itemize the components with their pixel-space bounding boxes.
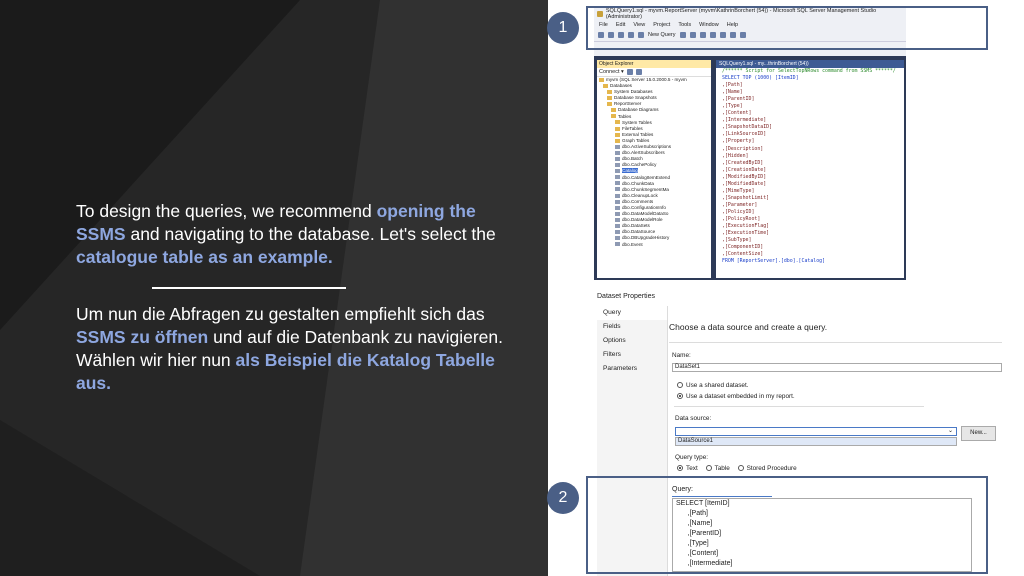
text-part: und auf die Datenbank zu navigieren. Wählen wir hier nun xyxy=(76,327,504,370)
divider-line xyxy=(669,342,1002,343)
folder-icon xyxy=(615,139,620,143)
menu-item[interactable]: Help xyxy=(726,21,739,28)
nav-item-options[interactable]: Options xyxy=(603,337,626,344)
tree-item-label: Graph Tables xyxy=(622,137,650,143)
radio-text-button[interactable] xyxy=(677,465,683,471)
folder-icon xyxy=(611,108,616,112)
dataset-heading: Choose a data source and create a query. xyxy=(669,322,828,332)
table-icon xyxy=(615,169,620,173)
table-icon xyxy=(615,218,620,222)
highlight-text: opening the SSMS xyxy=(76,201,476,244)
folder-icon xyxy=(615,127,620,131)
folder-icon xyxy=(615,120,620,124)
tree-item-label: dbo.Event xyxy=(622,241,643,247)
radio-shared[interactable] xyxy=(677,382,749,389)
chevron-down-icon[interactable]: ⌄ xyxy=(947,428,953,434)
table-icon xyxy=(615,187,620,191)
query-editor xyxy=(716,60,904,278)
step-badge-1: 1 xyxy=(547,12,579,44)
code-line: FROM [ReportServer].[dbo].[Catalog] xyxy=(722,258,826,265)
object-explorer xyxy=(597,60,711,278)
radio-shared-label: Use a shared dataset. xyxy=(686,382,749,389)
menu-item[interactable]: Tools xyxy=(678,21,692,28)
tree-item-label: dbo.Batch xyxy=(622,156,643,162)
code-line: ,[Parameter] xyxy=(722,201,758,208)
code-line: ,[ModifiedByID] xyxy=(722,173,767,180)
datasource-label: Data source: xyxy=(675,415,712,422)
sql-code[interactable] xyxy=(716,68,904,265)
table-icon xyxy=(615,200,620,204)
folder-icon xyxy=(603,84,608,88)
radio-shared-button[interactable] xyxy=(677,382,683,388)
connect-button[interactable]: Connect ▾ xyxy=(599,69,624,75)
code-line: ,[Name] xyxy=(722,89,743,96)
nav-item-query[interactable]: Query xyxy=(597,306,667,320)
code-line: ,[SnapshotDataID] xyxy=(722,124,773,131)
table-icon xyxy=(615,224,620,228)
code-line: ,[CreationDate] xyxy=(722,166,767,173)
code-line: ,[ExecutionTime] xyxy=(722,230,770,237)
code-line: ,[Description] xyxy=(722,145,764,152)
folder-icon xyxy=(607,90,612,94)
refresh-icon[interactable] xyxy=(636,69,642,75)
query-line: ,[ParentID] xyxy=(676,530,722,537)
code-line: ,[ExecutionFlag] xyxy=(722,223,770,230)
highlight-text: als Beispiel die Katalog Tabelle aus. xyxy=(76,350,495,393)
menu-item[interactable]: View xyxy=(633,21,646,28)
tree-item-label: dbo.AlertSubscribers xyxy=(622,150,665,156)
ssms-workspace xyxy=(594,56,906,280)
english-text xyxy=(76,200,506,269)
tree-item-label: Tables xyxy=(618,113,632,119)
tree-item-label: System Tables xyxy=(622,119,652,125)
radio-storedproc-button[interactable] xyxy=(738,465,744,471)
tree-item-label: External Tables xyxy=(622,131,654,137)
table-icon xyxy=(615,157,620,161)
tree-item-label: Database Snapshots xyxy=(614,95,657,101)
divider-line xyxy=(674,406,924,407)
text-part: To design the queries, we recommend xyxy=(76,201,377,221)
object-explorer-title: Object Explorer xyxy=(597,60,711,68)
radio-text-label: Text xyxy=(686,465,698,472)
highlight-text: SSMS zu öffnen xyxy=(76,327,209,347)
nav-item-filters[interactable]: Filters xyxy=(603,351,621,358)
code-line: ,[Property] xyxy=(722,138,755,145)
table-icon xyxy=(615,212,620,216)
tree-item-label: Database Diagrams xyxy=(618,107,659,113)
ssms-title: SQLQuery1.sql - myvm.ReportServer (myvm\KathrinBorchert (54)) - Microsoft SQL Server Management Studio (Administrator) xyxy=(605,8,877,20)
tree-item-label: dbo.DBUpgradeHistory xyxy=(622,235,670,241)
tree-item-label: dbo.CachePolicy xyxy=(622,162,657,168)
tree-item-label: dbo.DataSource xyxy=(622,229,656,235)
table-icon xyxy=(615,236,620,240)
tree-item-label: Catalog xyxy=(622,168,638,174)
menu-item[interactable]: File xyxy=(599,21,608,28)
radio-storedproc-label: Stored Procedure xyxy=(746,465,797,472)
tree-item-label: dbo.ConfigurationInfo xyxy=(622,204,666,210)
code-line: ,[Path] xyxy=(722,82,743,89)
name-label: Name: xyxy=(672,352,691,359)
german-text xyxy=(76,303,506,395)
table-icon xyxy=(615,181,620,185)
datasource-option[interactable]: DataSource1 xyxy=(675,437,957,446)
tree-item-label: dbo.ActiveSubscriptions xyxy=(622,144,672,150)
code-line: ,[ModifiedDate] xyxy=(722,180,767,187)
query-line: ,[Intermediate] xyxy=(676,560,733,567)
tree-item-label: Databases xyxy=(610,83,632,89)
nav-item-parameters[interactable]: Parameters xyxy=(603,365,638,372)
table-icon xyxy=(615,175,620,179)
highlight-text: catalogue table as an example. xyxy=(76,247,333,267)
tree-item-label: dbo.CleanupLock xyxy=(622,192,658,198)
tree-item-label: dbo.ChunkData xyxy=(622,180,654,186)
code-line: ,[ComponentID] xyxy=(722,244,764,251)
table-icon xyxy=(615,163,620,167)
code-line: ,[Type] xyxy=(722,103,743,110)
datasource-select[interactable] xyxy=(675,427,957,436)
text-part: and navigating to the database. Let's select the xyxy=(125,224,496,244)
code-line: ,[Hidden] xyxy=(722,152,749,159)
table-icon xyxy=(615,242,620,246)
divider-line xyxy=(152,287,346,289)
tree-item-label: dbo.ChunkSegmentMa xyxy=(622,186,669,192)
tree-item-label: FileTables xyxy=(622,125,643,131)
code-line: ,[Intermediate] xyxy=(722,117,767,124)
tree-item-label: dbo.DataModelRole xyxy=(622,217,663,223)
menu-item[interactable]: Project xyxy=(653,21,671,28)
query-type-label: Query type: xyxy=(675,454,709,461)
radio-embedded-button[interactable] xyxy=(677,393,683,399)
text-part: Um nun die Abfragen zu gestalten empfiehlt sich das xyxy=(76,304,485,324)
new-datasource-button[interactable]: New... xyxy=(961,426,996,441)
filter-icon[interactable] xyxy=(627,69,633,75)
tree-item-label: dbo.DataSets xyxy=(622,223,650,229)
tree-item-label: dbo.CatalogItemExtend xyxy=(622,174,671,180)
query-line: ,[Name] xyxy=(676,520,713,527)
radio-table-button[interactable] xyxy=(706,465,712,471)
query-line: ,[Path] xyxy=(676,510,708,517)
query-line: ,[Content] xyxy=(676,550,719,557)
new-query-button[interactable]: New Query xyxy=(648,32,676,38)
tree-item-label: myvm (SQL Server 15.0.2000.5 - myvm xyxy=(606,77,687,82)
highlight-frame-2 xyxy=(586,476,988,574)
code-line: ,[ParentID] xyxy=(722,96,755,103)
code-line: ,[CreatedByID] xyxy=(722,159,764,166)
table-icon xyxy=(615,151,620,155)
tree-item-label: dbo.DataModelDataSo xyxy=(622,211,669,217)
dataset-properties-title: Dataset Properties xyxy=(597,293,655,300)
folder-icon xyxy=(611,114,616,118)
tree-item-label: ReportServer xyxy=(614,101,642,107)
table-icon xyxy=(615,194,620,198)
query-line: SELECT [ItemID] xyxy=(676,500,730,507)
code-line: SELECT TOP (1000) [ItemID] xyxy=(722,75,799,82)
radio-embedded-label: Use a dataset embedded in my report. xyxy=(686,393,795,400)
menu-item[interactable]: Edit xyxy=(615,21,626,28)
radio-embedded[interactable] xyxy=(677,393,795,400)
code-line: ,[PolicyRoot] xyxy=(722,215,761,222)
code-line: /****** Script for SelectTopNRows command from SSMS ******/ xyxy=(722,68,896,74)
tree-item[interactable] xyxy=(597,242,711,248)
code-line: ,[PolicyID] xyxy=(722,208,755,215)
code-line: ,[SubType] xyxy=(722,237,752,244)
table-icon xyxy=(615,145,620,149)
query-label: Query: xyxy=(672,486,694,493)
code-line: ,[LinkSourceID] xyxy=(722,131,767,138)
menu-item[interactable]: Window xyxy=(699,21,719,28)
tree-item-label: dbo.Comments xyxy=(622,198,654,204)
highlight-frame-1 xyxy=(586,6,988,50)
nav-item-fields[interactable]: Fields xyxy=(603,323,621,330)
folder-icon xyxy=(607,102,612,106)
code-line: ,[MimeType] xyxy=(722,187,755,194)
step-badge-2: 2 xyxy=(547,482,579,514)
table-icon xyxy=(615,230,620,234)
tree-item-label: System Databases xyxy=(614,89,653,95)
query-tab[interactable]: SQLQuery1.sql - my...thrinBorchert (54)) xyxy=(716,60,904,68)
code-line: ,[SnapshotLimit] xyxy=(722,194,770,201)
query-line: ,[Type] xyxy=(676,540,709,547)
table-icon xyxy=(615,206,620,210)
folder-icon xyxy=(599,78,604,82)
object-explorer-tree xyxy=(597,77,711,248)
folder-icon xyxy=(607,96,612,100)
object-explorer-toolbar xyxy=(597,68,711,77)
folder-icon xyxy=(615,133,620,137)
name-field[interactable]: DataSet1 xyxy=(672,363,1002,372)
code-line: ,[ContentSize] xyxy=(722,251,764,258)
code-line: ,[Content] xyxy=(722,110,752,117)
query-type-options xyxy=(677,465,797,472)
radio-table-label: Table xyxy=(714,465,730,472)
